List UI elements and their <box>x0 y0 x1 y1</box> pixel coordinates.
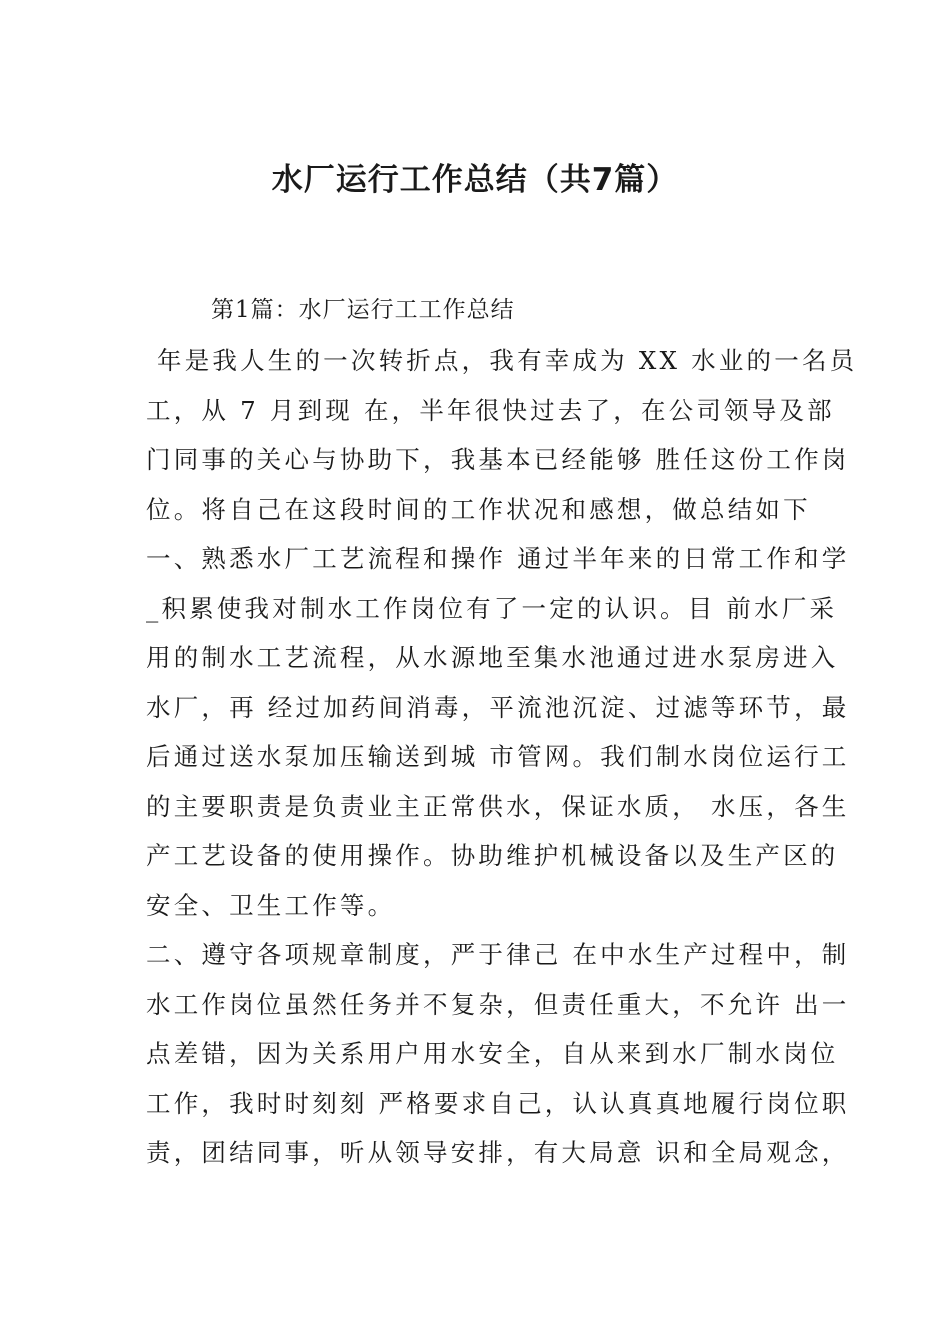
text-line: 安全、卫生工作等。 <box>146 890 396 920</box>
section-heading-line: 二、遵守各项规章制度，严于律己 在中水生产过程中，制 <box>146 940 850 969</box>
text-line: 产工艺设备的使用操作。协助维护机械设备以及生产区的 <box>146 841 839 870</box>
text-line: 的主要职责是负责业主正常供水，保证水质， 水压，各生 <box>146 791 850 821</box>
text-line: 水厂，再 经过加药间消毒，平流池沉淀、过滤等环节，最 <box>146 692 850 722</box>
text-line: 后通过送水泵加压输送到城 市管网。我们制水岗位运行工 <box>146 742 850 771</box>
text-line: _积累使我对制水工作岗位有了一定的认识。目 前水厂采 <box>146 593 838 623</box>
chapter-heading: 第1篇：水厂运行工工作总结 <box>211 297 515 323</box>
body-text <box>146 336 858 1178</box>
text-line: 用的制水工艺流程，从水源地至集水池通过进水泵房进入 <box>146 643 839 672</box>
section-heading-line: 一、熟悉水厂工艺流程和操作 通过半年来的日常工作和学 <box>146 544 850 573</box>
document-title: 水厂运行工作总结（共7篇） <box>271 162 679 198</box>
text-line: 门同事的关心与协助下，我基本已经能够 胜任这份工作岗 <box>146 445 850 474</box>
text-line: 水工作岗位虽然任务并不复杂，但责任重大，不允许 出一 <box>146 989 850 1019</box>
text-line: 点差错，因为关系用户用水安全，自从来到水厂制水岗位 <box>146 1039 839 1068</box>
text-line: 责，团结同事，听从领导安排，有大局意 识和全局观念， <box>146 1138 850 1167</box>
text-line: 年是我人生的一次转折点，我有幸成为 XX 水业的一名员 <box>146 346 858 375</box>
text-line: 工，从 7 月到现 在，半年很快过去了，在公司领导及部 <box>146 395 835 425</box>
text-line: 工作，我时时刻刻 严格要求自己，认认真真地履行岗位职 <box>146 1088 850 1118</box>
text-line: 位。将自己在这段时间的工作状况和感想，做总结如下 <box>146 494 811 524</box>
